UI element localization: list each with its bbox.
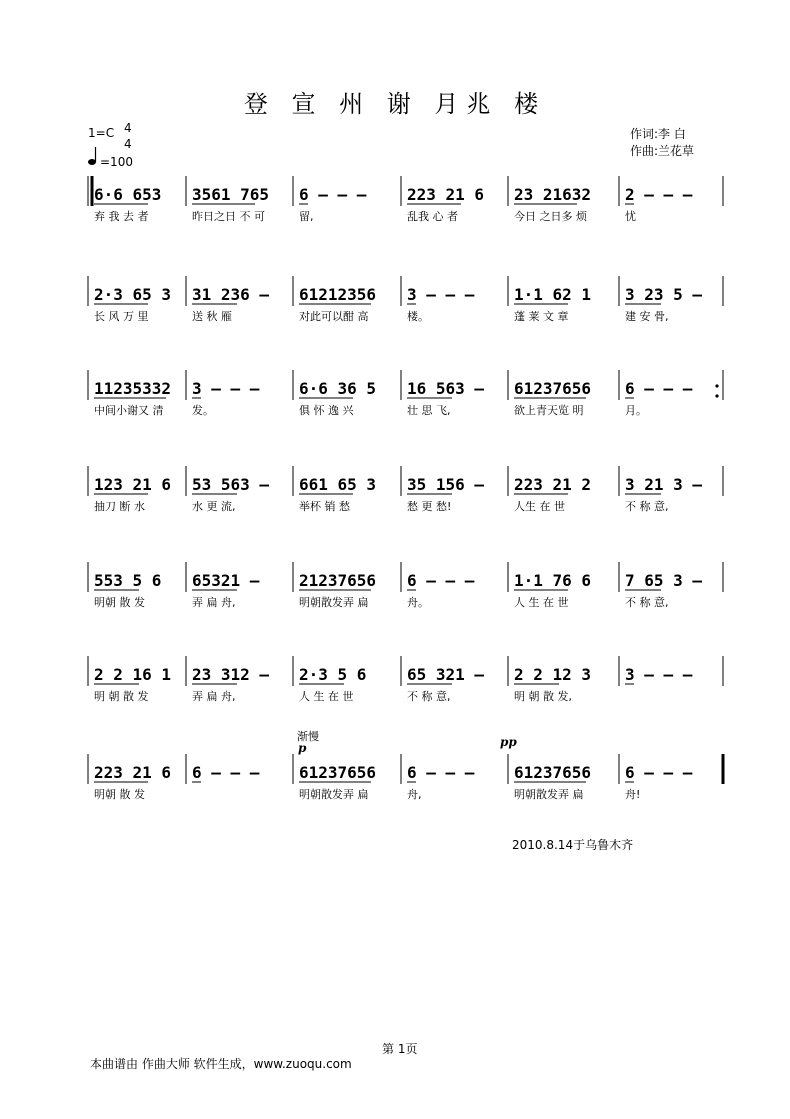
lyric-text: 弄 扁 舟,: [192, 596, 236, 609]
dynamic-pp: pp: [500, 735, 517, 749]
measure-notes: 223 21 2: [514, 475, 592, 494]
measure-notes: 2 2 16 1: [94, 665, 172, 684]
tempo: =100: [100, 155, 133, 169]
lyric-text: 明 朝 散 发: [94, 690, 149, 703]
measure-notes: 223 21 6: [407, 185, 485, 204]
lyric-text: 舟,: [407, 788, 422, 801]
lyric-text: 明朝散发弄 扁: [299, 596, 369, 609]
lyric-text: 舟。: [407, 596, 429, 609]
lyric-text: 不 称 意,: [625, 500, 669, 513]
measure-notes: 2 – – –: [625, 185, 693, 204]
measure-notes: 2·3 5 6: [299, 665, 367, 684]
lyric-text: 抽刀 断 水: [94, 500, 145, 513]
lyric-text: 明朝 散 发: [94, 788, 145, 801]
measure-notes: 6 – – –: [625, 763, 693, 782]
measure-notes: 11235332: [94, 379, 172, 398]
time-signature-top: 4: [124, 121, 132, 135]
measure-notes: 3 21 3 –: [625, 475, 703, 494]
measure-notes: 2·3 65 3: [94, 285, 172, 304]
measure-notes: 3561 765: [192, 185, 270, 204]
lyric-text: 建 安 骨,: [625, 310, 669, 323]
dynamic-p: p: [298, 741, 307, 755]
lyric-text: 欲上青天览 明: [514, 404, 584, 417]
measure-notes: 123 21 6: [94, 475, 172, 494]
measure-notes: 3 23 5 –: [625, 285, 703, 304]
measure-notes: 223 21 6: [94, 763, 172, 782]
measure-notes: 23 312 –: [192, 665, 270, 684]
date-note: 2010.8.14于乌鲁木齐: [512, 838, 634, 852]
repeat-dot: [715, 384, 718, 387]
composer: 作曲:兰花草: [630, 144, 695, 158]
lyric-text: 人 生 在 世: [299, 690, 354, 703]
measure-notes: 3 – – –: [192, 379, 260, 398]
lyric-text: 今日 之日多 烦: [514, 210, 587, 223]
lyric-text: 壮 思 飞,: [407, 404, 451, 417]
lyric-text: 昨日之日 不 可: [192, 210, 265, 223]
lyric-text: 月。: [625, 404, 647, 417]
measure-notes: 6·6 36 5: [299, 379, 377, 398]
measure-notes: 6 – – –: [407, 571, 475, 590]
lyric-text: 弄 扁 舟,: [192, 690, 236, 703]
lyric-text: 舟!: [625, 788, 641, 801]
measure-notes: 65 321 –: [407, 665, 485, 684]
measure-notes: 3 – – –: [407, 285, 475, 304]
lyric-text: 明朝 散 发: [94, 596, 145, 609]
repeat-dot: [715, 394, 718, 397]
lyric-text: 弃 我 去 者: [94, 210, 149, 223]
footer-credit: 本曲谱由 作曲大师 软件生成，www.zuoqu.com: [90, 1057, 352, 1071]
lyric-text: 不 称 意,: [407, 690, 451, 703]
measure-notes: 553 5 6: [94, 571, 162, 590]
measure-notes: 1·1 62 1: [514, 285, 592, 304]
lyric-text: 水 更 流,: [192, 500, 236, 513]
measure-notes: 6 – – –: [407, 763, 475, 782]
lyric-text: 楼。: [407, 310, 429, 323]
lyric-text: 不 称 意,: [625, 596, 669, 609]
lyric-text: 愁 更 愁!: [407, 500, 452, 513]
measure-notes: 35 156 –: [407, 475, 485, 494]
measure-notes: 21237656: [299, 571, 377, 590]
measure-notes: 31 236 –: [192, 285, 270, 304]
lyric-text: 发。: [192, 404, 214, 417]
lyric-text: 蓬 莱 文 章: [514, 310, 569, 323]
lyricist: 作词:李 白: [630, 127, 686, 141]
lyric-text: 忧: [625, 210, 636, 223]
measure-notes: 65321 –: [192, 571, 260, 590]
measure-notes: 16 563 –: [407, 379, 485, 398]
lyric-text: 留,: [299, 210, 314, 223]
measure-notes: 3 – – –: [625, 665, 693, 684]
lyric-text: 对此可以酣 高: [299, 310, 369, 323]
lyric-text: 明朝散发弄 扁: [299, 788, 369, 801]
measure-notes: 7 65 3 –: [625, 571, 703, 590]
measure-notes: 661 65 3: [299, 475, 377, 494]
tempo-mark-slow: 渐慢: [297, 730, 319, 743]
lyric-text: 乱我 心 者: [407, 210, 458, 223]
lyric-text: 俱 怀 逸 兴: [299, 404, 354, 417]
measure-notes: 1·1 76 6: [514, 571, 592, 590]
measure-notes: 61237656: [514, 763, 592, 782]
score-title: 登 宣 州 谢 月兆 楼: [243, 90, 547, 118]
measure-notes: 61237656: [514, 379, 592, 398]
lyric-text: 人 生 在 世: [514, 596, 569, 609]
time-signature-bottom: 4: [124, 137, 132, 151]
lyric-text: 举杯 销 愁: [299, 500, 350, 513]
lyric-text: 明朝散发弄 扁: [514, 788, 584, 801]
measure-notes: 6 – – –: [625, 379, 693, 398]
measure-notes: 61212356: [299, 285, 377, 304]
measure-notes: 6 – – –: [299, 185, 367, 204]
lyric-text: 人生 在 世: [514, 500, 565, 513]
lyric-text: 明 朝 散 发,: [514, 690, 572, 703]
measure-notes: 23 21632: [514, 185, 592, 204]
lyric-text: 送 秋 雁: [192, 310, 232, 323]
measure-notes: 61237656: [299, 763, 377, 782]
key-signature: 1=C: [88, 126, 115, 140]
measure-notes: 6 – – –: [192, 763, 260, 782]
lyric-text: 中间小谢又 清: [94, 404, 164, 417]
page-number: 第 1页: [382, 1042, 418, 1056]
lyric-text: 长 风 万 里: [94, 310, 149, 323]
measure-notes: 6·6 653: [94, 185, 162, 204]
measure-notes: 53 563 –: [192, 475, 270, 494]
measure-notes: 2 2 12 3: [514, 665, 592, 684]
